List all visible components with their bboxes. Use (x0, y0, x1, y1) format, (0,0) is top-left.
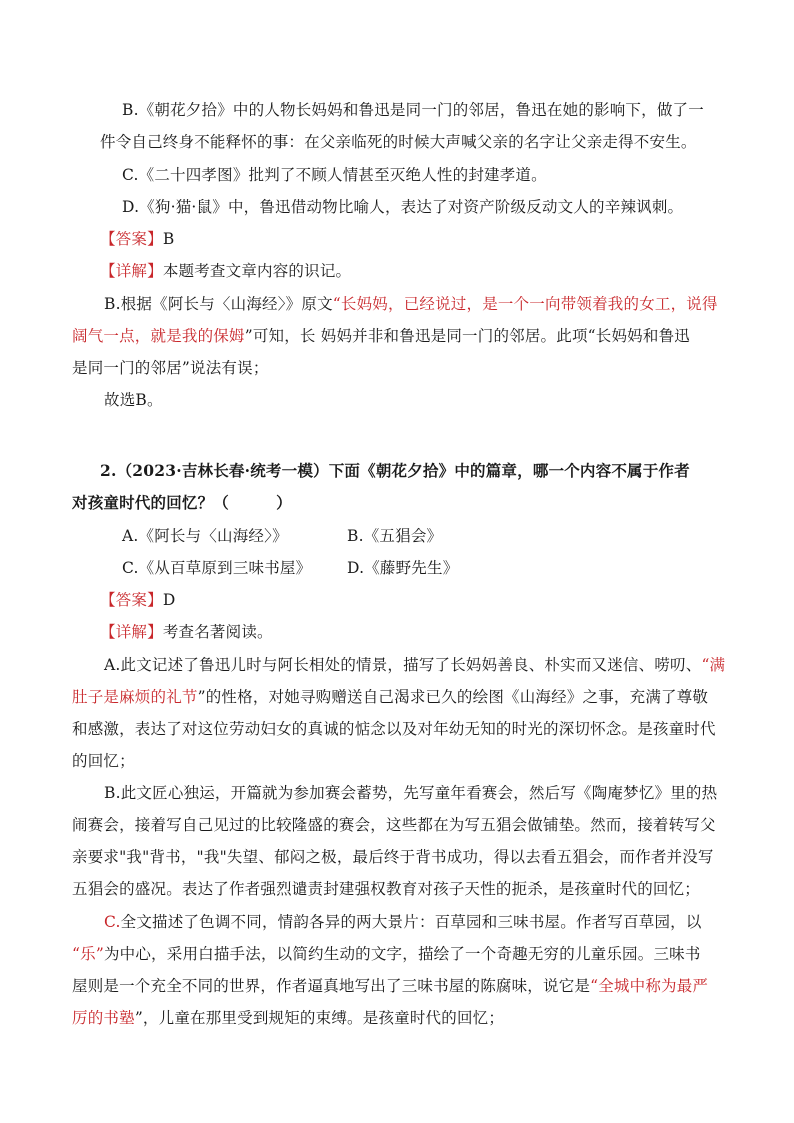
expl-text: ”，儿童在那里受到规矩的束缚。是孩童时代的回忆； (134, 1009, 505, 1027)
detail-tag: 【详解】 (100, 623, 163, 641)
q2-option-d: D.《藤野先生》 (347, 559, 459, 577)
answer-value: B (162, 230, 175, 248)
q2-stem-line2: 对孩童时代的回忆？（ ） (72, 493, 292, 512)
q1-option-d: D.《狗·猫·鼠》中，鲁迅借动物比喻人，表达了对资产阶级反动文人的辛辣讽刺。 (122, 198, 684, 216)
q2-option-c: C.《从百草原到三味书屋》 (122, 559, 312, 577)
expl-quote: 肚子是麻烦的礼节 (72, 688, 198, 706)
expl-text: ”的性格，对她寻购赠送自己渴求已久的绘图《山海经》之事，充满了尊敬 (197, 688, 709, 706)
q2-explanation-c-line3 (72, 970, 727, 1002)
q2-explanation-a-line4: 的回忆； (72, 752, 135, 770)
detail-text: 考查名著阅读。 (162, 623, 273, 641)
expl-text: A.此文记述了鲁迅儿时与阿长相处的情景，描写了长妈妈善良、朴实而又迷信、唠叨、 (104, 656, 702, 674)
q2-explanation-b-line1: B.此文匠心独运，开篇就为参加赛会蓄势，先写童年看赛会，然后写《陶庵梦忆》里的热 (104, 784, 718, 802)
expl-quote: “乐” (72, 945, 104, 963)
q1-detail (100, 255, 755, 287)
expl-text: B.根据《阿长与〈山海经〉》原文 (104, 295, 333, 313)
q1-option-b-line1: B.《朝花夕拾》中的人物长妈妈和鲁迅是同一门的邻居，鲁迅在她的影响下，做了一 (122, 101, 704, 119)
q2-explanation-c-line2 (72, 938, 727, 970)
answer-tag: 【答案】 (100, 591, 163, 609)
q1-explanation-line3: 是同一门的邻居”说法有误； (72, 359, 269, 377)
q1-option-b-line2: 件令自己终身不能释怀的事：在父亲临死的时候大声喊父亲的名字让父亲走得不安生。 (100, 133, 697, 151)
q2-explanation-c-line4 (72, 1002, 727, 1034)
q2-answer (100, 584, 755, 616)
q2-stem-line1: 2.（2023·吉林长春·统考一模）下面《朝花夕拾》中的篇章，哪一个内容不属于作者 (100, 461, 690, 480)
answer-value: D (162, 591, 176, 609)
expl-text: 为中心，采用白描手法，以简约生动的文字，描绘了一个奇趣无穷的儿童乐园。三味书 (103, 945, 701, 963)
expl-text: 屋则是一个充全不同的世界，作者逼真地写出了三味书屋的陈腐味，说它是 (72, 977, 591, 995)
detail-tag: 【详解】 (100, 262, 163, 280)
q1-option-c: C.《二十四孝图》批判了不顾人情甚至灭绝人性的封建孝道。 (122, 166, 547, 184)
q2-explanation-b-line4: 五猖会的盛况。表达了作者强烈谴责封建强权教育对孩子天性的扼杀，是孩童时代的回忆； (72, 880, 701, 898)
q2-explanation-b-line2: 闹赛会，接着写自己见过的比较隆盛的赛会，这些都在为写五猖会做铺垫。然而，接着转写父 (72, 816, 716, 834)
expl-text: ”可知，长 妈妈并非和鲁迅是同一门的邻居。此项“长妈妈和鲁迅 (244, 327, 690, 345)
q2-explanation-a-line3: 和感激，表达了对这位劳动妇女的真诚的惦念以及对年幼无知的时光的深切怀念。是孩童时代 (72, 720, 716, 738)
q2-explanation-a-line2 (72, 681, 727, 713)
q1-explanation-line2 (72, 320, 727, 352)
detail-text: 本题考查文章内容的识记。 (162, 262, 352, 280)
expl-quote: “全城中称为最严 (590, 977, 709, 995)
expl-text: 全文描述了色调不同，情韵各异的两大景片：百草园和三味书屋。作者写百草园，以 (120, 913, 702, 931)
q1-answer (100, 223, 755, 255)
q2-detail (100, 616, 755, 648)
answer-tag: 【答案】 (100, 230, 163, 248)
q1-explanation-line1 (104, 288, 718, 320)
expl-quote: 厉的书塾 (72, 1009, 135, 1027)
q2-explanation-b-line3: 亲要求"我"背书，"我"失望、郁闷之极，最后终于背书成功，得以去看五猖会，而作者并没写 (72, 848, 714, 866)
expl-label: C. (104, 913, 121, 931)
q2-explanation-a-line1 (104, 649, 759, 681)
expl-quote: “长妈妈，已经说过，是一个一向带领着我的女工，说得 (332, 295, 718, 313)
expl-quote: 阔气一点，就是我的保姆 (72, 327, 245, 345)
expl-quote: “满 (701, 656, 726, 674)
q2-explanation-c-line1 (104, 906, 759, 938)
q2-option-a: A.《阿长与〈山海经〉》 (122, 527, 288, 545)
q2-option-b: B.《五猖会》 (347, 527, 443, 545)
q1-conclusion: 故选B。 (104, 391, 163, 409)
